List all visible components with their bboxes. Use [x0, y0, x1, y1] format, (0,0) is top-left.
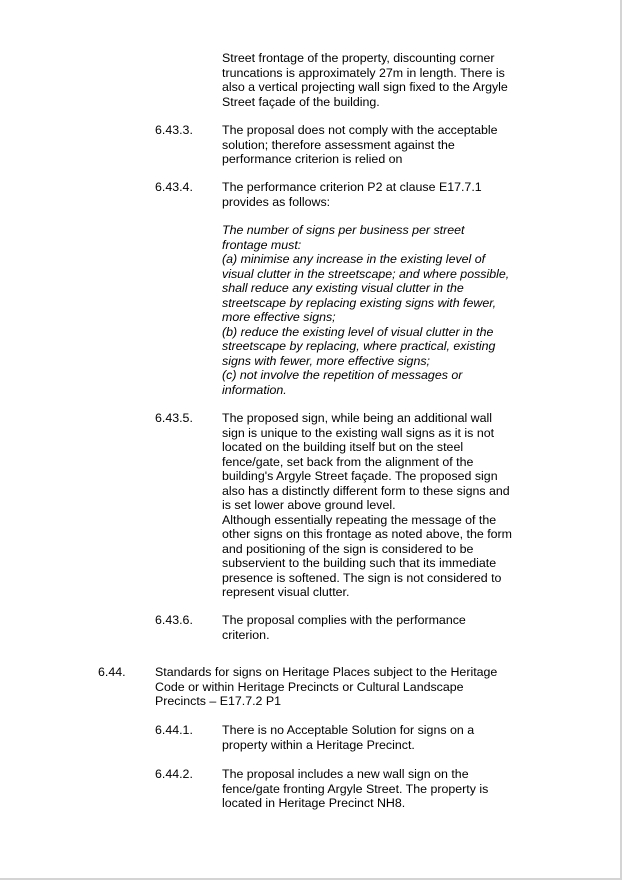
- performance-criterion-quote: The number of signs per business per street frontage must: (a) minimise any increase in the existing level of visual clutter in the streetscape; and where possible, shall reduce any existing visual clutter in the streetscape by replacing existing signs with fewer, more effective signs; (b) reduce the existing level of visual clutter in the streetscape by replacing, where practical, existing signs with fewer, more effective signs; (c) not involve the repetition of messages or information.: [222, 223, 510, 397]
- item-number-6-43-3: 6.43.3.: [155, 123, 193, 137]
- item-text-6-43-6: The proposal complies with the performance criterion.: [222, 613, 466, 642]
- item-text-6-43-3: The proposal does not comply with the acceptable solution; therefore assessment against the performance criterion is relied on: [222, 123, 498, 166]
- item-text-6-43-4: The performance criterion P2 at clause E17.7.1 provides as follows:: [222, 180, 482, 209]
- section-heading-6-44: Standards for signs on Heritage Places subject to the Heritage Code or within Heritage Precincts or Cultural Landscape Precincts – E17.7.2 P1: [155, 665, 498, 708]
- item-number-6-44-1: 6.44.1.: [155, 723, 193, 737]
- item-text-6-44-1: There is no Acceptable Solution for signs on a property within a Heritage Precinct.: [222, 723, 475, 752]
- continuation-paragraph: Street frontage of the property, discounting corner truncations is approximately 27m in length. There is also a vertical projecting wall sign fixed to the Argyle Street façade of the building.: [222, 51, 508, 109]
- item-number-6-43-6: 6.43.6.: [155, 613, 193, 627]
- section-number-6-44: 6.44.: [98, 665, 126, 679]
- item-text-6-44-2: The proposal includes a new wall sign on the fence/gate fronting Argyle Street. The property is located in Heritage Precinct NH8.: [222, 767, 489, 810]
- item-number-6-44-2: 6.44.2.: [155, 767, 193, 781]
- item-number-6-43-5: 6.43.5.: [155, 411, 193, 425]
- item-text-6-43-5: The proposed sign, while being an additional wall sign is unique to the existing wall signs as it is not located on the building itself but on the steel fence/gate, set back from the alignment of the building's Argyle Street façade. The proposed sign also has a distinctly different form to these signs and is set lower above ground level. Although essentially repeating the message of the other signs on this frontage as noted above, the form and positioning of the sign is considered to be subservient to the building such that its immediate presence is softened. The sign is not considered to represent visual clutter.: [222, 411, 512, 599]
- item-number-6-43-4: 6.43.4.: [155, 180, 193, 194]
